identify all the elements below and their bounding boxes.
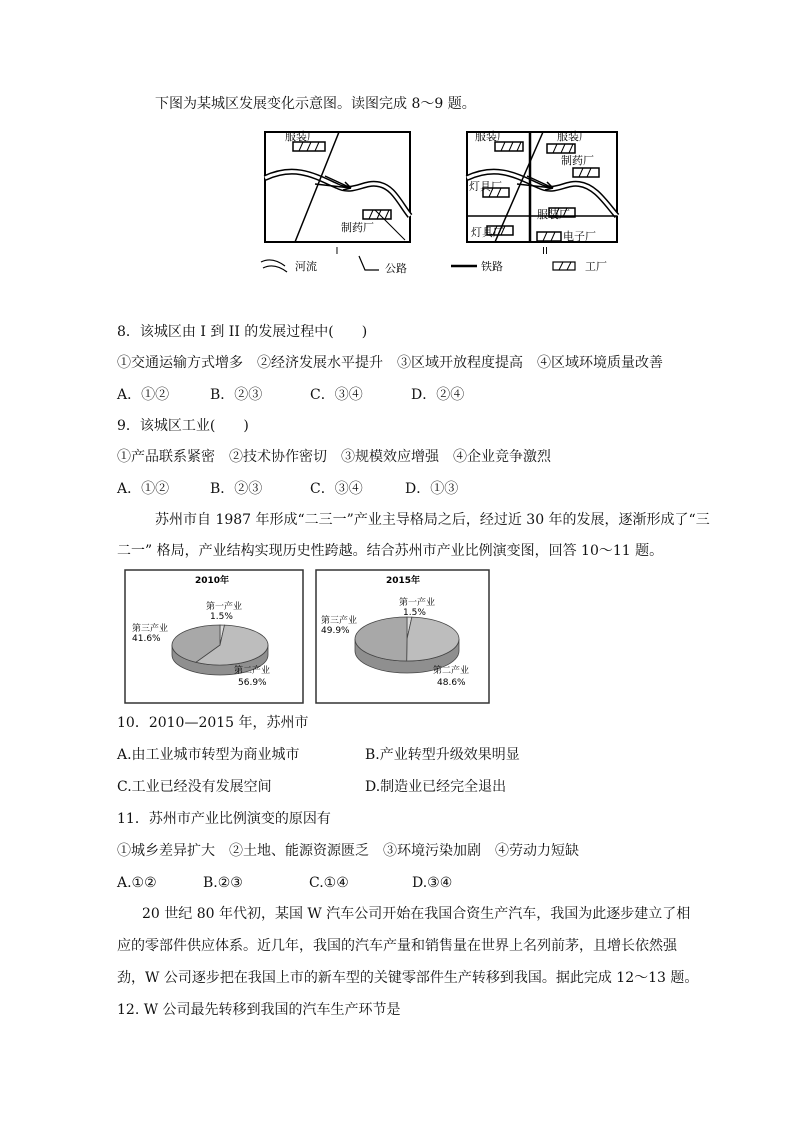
question-11-option-c: C.①④ xyxy=(309,875,349,891)
map-label: 制药厂 xyxy=(341,221,374,234)
map-panel-label-ii: II xyxy=(542,246,548,257)
map-label: 制药厂 xyxy=(561,154,594,167)
pie-label-primary: 第一产业 xyxy=(399,598,436,608)
pie-value-secondary: 48.6% xyxy=(437,678,466,688)
question-11-option-b: B.②③ xyxy=(203,875,243,891)
factory-icon xyxy=(573,168,599,177)
question-9-option-c: C．③④ xyxy=(310,481,363,497)
pie-value-primary: 1.5% xyxy=(403,608,426,618)
intro-paragraph-1: 下图为某城区发展变化示意图。读图完成 8～9 题。 xyxy=(155,96,476,112)
pie-label-tertiary: 第三产业 xyxy=(132,624,169,634)
pie-title-2010: 2010年 xyxy=(194,576,230,586)
question-10-option-d: D.制造业已经完全退出 xyxy=(365,779,507,795)
question-11-stem: 11．苏州市产业比例演变的原因有 xyxy=(117,811,331,827)
map-label: 电子厂 xyxy=(563,230,596,243)
road-legend-icon xyxy=(359,256,379,270)
pie-label-tertiary: 第三产业 xyxy=(321,616,358,626)
map-label: 灯具厂 xyxy=(469,180,502,193)
legend-road-label: 公路 xyxy=(385,262,407,275)
pie-title-2015: 2015年 xyxy=(385,576,421,586)
map-label: 服装厂 xyxy=(475,130,508,143)
question-9-stem: 9．该城区工业( ) xyxy=(117,418,249,434)
question-12-stem: 12. W 公司最先转移到我国的汽车生产环节是 xyxy=(117,1002,401,1018)
intro-paragraph-2-line-2: 二一” 格局，产业结构实现历史性跨越。结合苏州市产业比例演变图，回答 10～11 题。 xyxy=(117,543,664,559)
question-8-option-d: D．②④ xyxy=(411,387,465,403)
map-label: 服装厂 xyxy=(557,130,590,143)
question-9-items: ①产品联系紧密 ②技术协作密切 ③规模效应增强 ④企业竞争激烈 xyxy=(117,449,551,465)
pie-value-tertiary: 41.6% xyxy=(132,634,161,644)
intro-paragraph-3-line-2: 应的零部件供应体系。近几年，我国的汽车产量和销售量在世界上名列前茅，且增长依然强 xyxy=(117,938,677,954)
question-9-option-d: D．①③ xyxy=(405,481,459,497)
question-8-stem: 8．该城区由 I 到 II 的发展过程中( ) xyxy=(117,324,368,340)
question-8-items: ①交通运输方式增多 ②经济发展水平提升 ③区域开放程度提高 ④区域环境质量改善 xyxy=(117,355,663,371)
pie-value-primary: 1.5% xyxy=(210,612,233,622)
question-11-option-d: D.③④ xyxy=(412,875,453,891)
question-9-option-a: A．①② xyxy=(117,481,170,497)
pie-label-secondary: 第二产业 xyxy=(234,666,271,676)
city-development-map xyxy=(255,128,625,278)
question-8-option-b: B．②③ xyxy=(210,387,263,403)
intro-paragraph-2-line-1: 苏州市自 1987 年形成“二三一”产业主导格局之后，经过近 30 年的发展，逐渐形成了“三 xyxy=(155,512,710,528)
map-label: 服装厂 xyxy=(537,208,570,221)
intro-paragraph-3-line-1: 20 世纪 80 年代初，某国 W 汽车公司开始在我国合资生产汽车，我国为此逐步建立了相 xyxy=(142,906,691,922)
question-11-items: ①城乡差异扩大 ②土地、能源资源匮乏 ③环境污染加剧 ④劳动力短缺 xyxy=(117,843,579,859)
pie-chart-2015 xyxy=(315,569,490,704)
question-10-option-c: C.工业已经没有发展空间 xyxy=(117,779,272,795)
question-8-option-a: A．①② xyxy=(117,387,170,403)
question-8-option-c: C．③④ xyxy=(310,387,363,403)
pie-value-secondary: 56.9% xyxy=(238,678,267,688)
pie-label-secondary: 第二产业 xyxy=(433,666,470,676)
pie-label-primary: 第一产业 xyxy=(206,602,243,612)
legend-factory-label: 工厂 xyxy=(585,260,607,273)
map-label: 灯具厂 xyxy=(471,226,504,239)
question-10-stem: 10．2010—2015 年，苏州市 xyxy=(117,715,309,731)
factory-legend-icon xyxy=(553,262,575,270)
question-10-option-a: A.由工业城市转型为商业城市 xyxy=(117,747,300,763)
map-label: 服装厂 xyxy=(285,130,318,143)
pie-chart-2010 xyxy=(124,569,304,704)
question-11-option-a: A.①② xyxy=(117,875,157,891)
question-9-option-b: B．②③ xyxy=(210,481,263,497)
pie-value-tertiary: 49.9% xyxy=(321,626,350,636)
legend-railway-label: 铁路 xyxy=(481,260,503,273)
factory-icon xyxy=(537,232,561,241)
map-panel-label-i: I xyxy=(335,246,339,257)
legend-river-label: 河流 xyxy=(295,260,317,273)
question-10-option-b: B.产业转型升级效果明显 xyxy=(365,747,520,763)
intro-paragraph-3-line-3: 劲，W 公司逐步把在我国上市的新车型的关键零部件生产转移到我国。据此完成 12～13 题。 xyxy=(117,970,699,986)
river-legend-icon xyxy=(261,260,287,272)
